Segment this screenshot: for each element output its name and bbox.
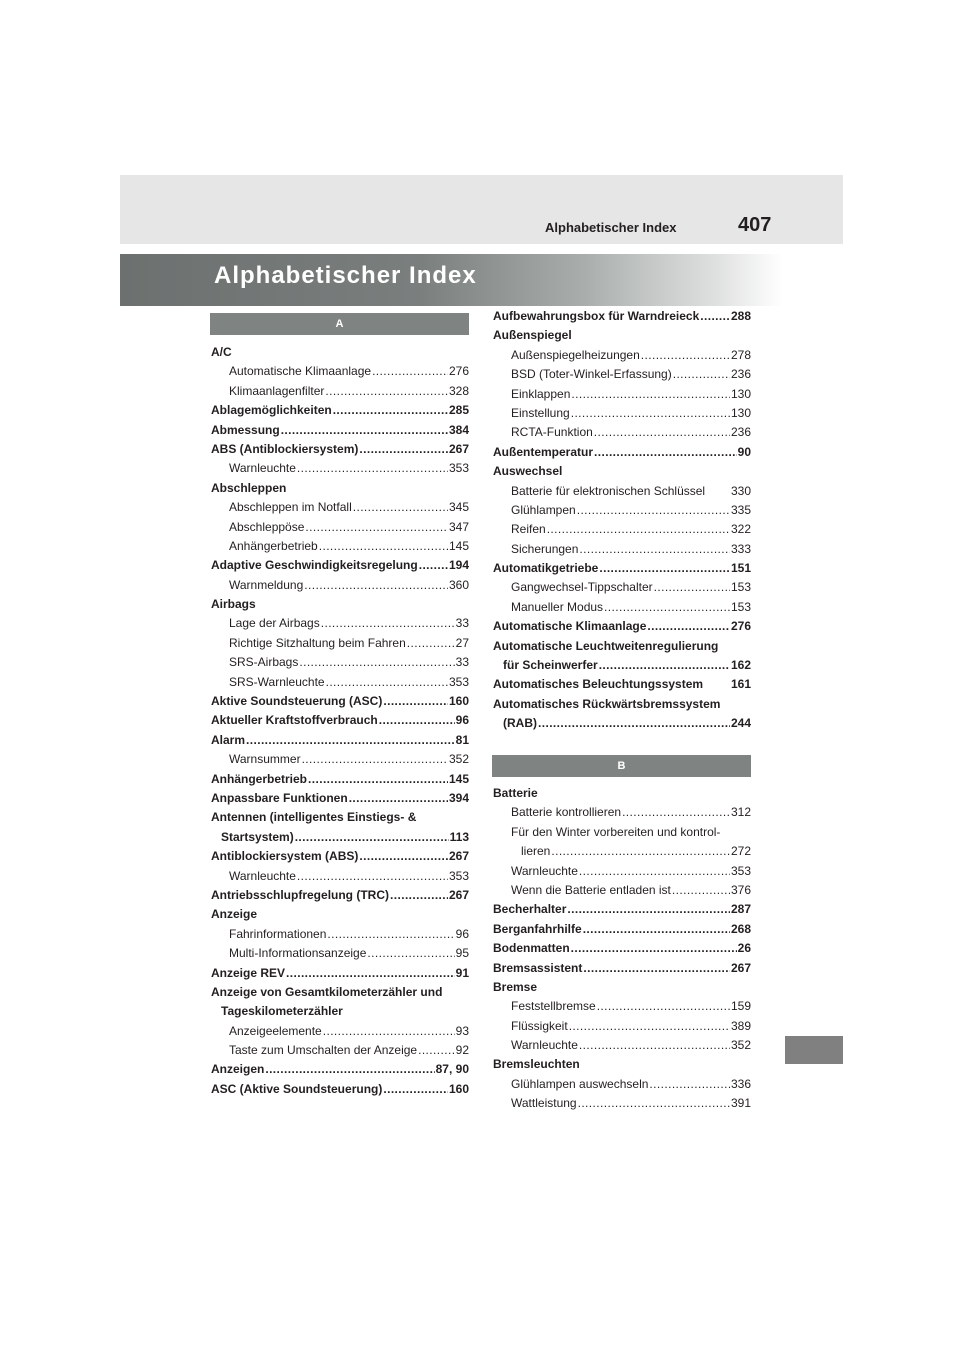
index-heading: Auswechsel bbox=[493, 464, 563, 479]
dot-leader bbox=[383, 1080, 448, 1099]
index-entry bbox=[493, 598, 751, 617]
entry-label: Glühlampen auswechseln bbox=[511, 1076, 649, 1091]
entry-label: Anhängerbetrieb bbox=[211, 771, 308, 786]
index-entry bbox=[493, 939, 751, 958]
entry-label: Bremsassistent bbox=[493, 960, 583, 975]
index-heading: Anzeige von Gesamtkilometerzähler und bbox=[211, 984, 443, 999]
entry-label: Antiblockiersystem (ABS) bbox=[211, 849, 359, 864]
dot-leader bbox=[325, 382, 448, 401]
entry-label: für Scheinwerfer bbox=[503, 658, 598, 673]
index-entry bbox=[493, 482, 751, 501]
entry-page: 335 bbox=[730, 502, 751, 517]
index-entry bbox=[211, 401, 469, 420]
entry-page: 91 bbox=[455, 965, 469, 980]
index-entry bbox=[493, 385, 751, 404]
dot-leader bbox=[583, 959, 730, 978]
entry-label: Adaptive Geschwindigkeitsregelung bbox=[211, 558, 418, 573]
index-entry bbox=[211, 692, 469, 711]
index-heading: Automatisches Rückwärtsbremssystem bbox=[493, 696, 721, 711]
entry-page: 33 bbox=[455, 655, 469, 670]
dot-leader bbox=[641, 346, 730, 365]
index-entry bbox=[211, 925, 469, 944]
entry-page: 353 bbox=[730, 863, 751, 878]
entry-page: 33 bbox=[455, 616, 469, 631]
index-entry bbox=[493, 656, 751, 675]
entry-page: 347 bbox=[448, 519, 469, 534]
entry-page: 267 bbox=[448, 441, 469, 456]
index-heading: Bremse bbox=[493, 979, 538, 994]
entry-label: Flüssigkeit bbox=[511, 1018, 568, 1033]
index-entry bbox=[493, 997, 751, 1016]
dot-leader bbox=[379, 711, 455, 730]
entry-label: Wattleistung bbox=[511, 1096, 577, 1111]
entry-label: Abschleppöse bbox=[229, 519, 305, 534]
entry-page: 333 bbox=[730, 541, 751, 556]
index-entry bbox=[493, 365, 751, 384]
dot-leader bbox=[571, 404, 730, 423]
index-entry bbox=[493, 803, 751, 822]
index-entry bbox=[211, 944, 469, 963]
dot-leader bbox=[299, 653, 454, 672]
index-entry bbox=[493, 578, 751, 597]
index-entry bbox=[211, 421, 469, 440]
dot-leader bbox=[326, 673, 448, 692]
index-entry bbox=[211, 614, 469, 633]
index-column-right-a bbox=[493, 307, 751, 734]
index-heading: Antennen (intelligentes Einstiegs- & bbox=[211, 810, 417, 825]
entry-page: 353 bbox=[448, 868, 469, 883]
entry-page: 130 bbox=[730, 405, 751, 420]
dot-leader bbox=[359, 847, 448, 866]
index-entry bbox=[211, 731, 469, 750]
entry-page: 244 bbox=[730, 716, 751, 731]
entry-page: 145 bbox=[448, 771, 469, 786]
dot-leader bbox=[577, 501, 730, 520]
index-entry bbox=[211, 750, 469, 769]
entry-label: Automatisches Beleuchtungssystem bbox=[493, 677, 704, 692]
entry-page: 162 bbox=[730, 658, 751, 673]
index-entry bbox=[493, 617, 751, 636]
entry-page: 153 bbox=[730, 599, 751, 614]
dot-leader bbox=[295, 828, 449, 847]
dot-leader bbox=[672, 881, 730, 900]
index-heading: Bremsleuchten bbox=[493, 1057, 580, 1072]
entry-page: 272 bbox=[730, 844, 751, 859]
index-entry bbox=[211, 847, 469, 866]
index-heading: Airbags bbox=[211, 597, 256, 612]
dot-leader bbox=[319, 537, 448, 556]
dot-leader bbox=[594, 443, 737, 462]
entry-label: Ablagemöglichkeiten bbox=[211, 403, 332, 418]
index-entry bbox=[211, 867, 469, 886]
page-title: Alphabetischer Index bbox=[214, 262, 477, 289]
index-heading: Für den Winter vorbereiten und kontrol- bbox=[511, 824, 721, 839]
entry-page: 96 bbox=[455, 926, 469, 941]
entry-page: 384 bbox=[448, 422, 469, 437]
dot-leader bbox=[578, 1094, 730, 1113]
entry-label: Warnleuchte bbox=[229, 868, 296, 883]
entry-label: Glühlampen bbox=[511, 502, 576, 517]
entry-page: 194 bbox=[448, 558, 469, 573]
index-entry bbox=[211, 770, 469, 789]
dot-leader bbox=[281, 421, 448, 440]
entry-label: Antriebsschlupfregelung (TRC) bbox=[211, 887, 390, 902]
dot-leader bbox=[583, 920, 730, 939]
entry-label: ABS (Antiblockiersystem) bbox=[211, 441, 359, 456]
entry-label: (RAB) bbox=[503, 716, 537, 731]
entry-label: Batterie für elektronischen Schlüssel bbox=[511, 483, 706, 498]
index-entry bbox=[211, 789, 469, 808]
entry-page: 394 bbox=[448, 790, 469, 805]
index-entry bbox=[493, 714, 751, 733]
entry-label: Aktueller Kraftstoffverbrauch bbox=[211, 713, 378, 728]
dot-leader bbox=[579, 1036, 730, 1055]
index-entry bbox=[493, 1094, 751, 1113]
dot-leader bbox=[286, 964, 455, 983]
index-entry bbox=[211, 1080, 469, 1099]
entry-page: 389 bbox=[730, 1018, 751, 1033]
entry-label: Reifen bbox=[511, 522, 546, 537]
entry-page: 159 bbox=[730, 999, 751, 1014]
dot-leader bbox=[654, 578, 730, 597]
entry-page: 322 bbox=[730, 522, 751, 537]
dot-leader bbox=[547, 520, 730, 539]
index-column-left bbox=[211, 343, 469, 1099]
index-entry bbox=[493, 404, 751, 423]
dot-leader bbox=[649, 1075, 730, 1094]
dot-leader bbox=[390, 886, 448, 905]
entry-label: Anzeigeelemente bbox=[229, 1023, 322, 1038]
entry-label: Warnmeldung bbox=[229, 577, 304, 592]
index-entry bbox=[211, 362, 469, 381]
entry-label: Feststellbremse bbox=[511, 999, 596, 1014]
entry-page: 376 bbox=[730, 882, 751, 897]
entry-label: Einklappen bbox=[511, 386, 571, 401]
index-entry bbox=[211, 886, 469, 905]
dot-leader bbox=[297, 867, 448, 886]
entry-page: 27 bbox=[455, 635, 469, 650]
index-heading: Batterie bbox=[493, 786, 538, 800]
entry-page: 268 bbox=[730, 921, 751, 936]
dot-leader bbox=[349, 789, 448, 808]
index-entry bbox=[211, 382, 469, 401]
entry-page: 95 bbox=[455, 946, 469, 961]
entry-page: 267 bbox=[730, 960, 751, 975]
entry-page: 236 bbox=[730, 425, 751, 440]
entry-label: lieren bbox=[521, 844, 551, 859]
dot-leader bbox=[599, 656, 730, 675]
index-entry bbox=[493, 881, 751, 900]
entry-page: 278 bbox=[730, 347, 751, 362]
entry-label: Berganfahrhilfe bbox=[493, 921, 582, 936]
dot-leader bbox=[327, 925, 454, 944]
index-entry bbox=[493, 920, 751, 939]
dot-leader bbox=[567, 900, 730, 919]
entry-page: 130 bbox=[730, 386, 751, 401]
entry-label: Startsystem) bbox=[221, 829, 294, 844]
index-entry bbox=[493, 1075, 751, 1094]
index-entry bbox=[211, 537, 469, 556]
entry-page: 113 bbox=[449, 829, 469, 844]
dot-leader bbox=[597, 997, 730, 1016]
entry-label: Anhängerbetrieb bbox=[229, 538, 318, 553]
entry-label: Warnsummer bbox=[229, 752, 301, 767]
entry-page: 267 bbox=[448, 887, 469, 902]
entry-label: Alarm bbox=[211, 732, 246, 747]
entry-label: Einstellung bbox=[511, 405, 570, 420]
entry-label: BSD (Toter-Winkel-Erfassung) bbox=[511, 367, 672, 382]
index-entry bbox=[493, 842, 751, 861]
entry-label: SRS-Warnleuchte bbox=[229, 674, 325, 689]
entry-label: RCTA-Funktion bbox=[511, 425, 593, 440]
dot-leader bbox=[305, 518, 448, 537]
entry-page: 391 bbox=[730, 1096, 751, 1111]
entry-page: 161 bbox=[730, 677, 751, 692]
index-entry bbox=[493, 675, 751, 694]
page-number: 407 bbox=[738, 214, 772, 236]
index-entry bbox=[211, 653, 469, 672]
index-entry bbox=[211, 556, 469, 575]
index-entry bbox=[211, 673, 469, 692]
index-entry bbox=[493, 307, 751, 326]
entry-label: SRS-Airbags bbox=[229, 655, 299, 670]
entry-page: 352 bbox=[730, 1038, 751, 1053]
entry-page: 312 bbox=[730, 805, 751, 820]
dot-leader bbox=[418, 1041, 455, 1060]
dot-leader bbox=[321, 614, 455, 633]
entry-label: Anzeige REV bbox=[211, 965, 286, 980]
entry-label: Klimaanlagenfilter bbox=[229, 383, 325, 398]
entry-page: 92 bbox=[455, 1043, 469, 1058]
entry-label: Warnleuchte bbox=[511, 1038, 578, 1053]
entry-page: 336 bbox=[730, 1076, 751, 1091]
dot-leader bbox=[700, 307, 730, 326]
dot-leader bbox=[673, 365, 730, 384]
index-entry bbox=[493, 443, 751, 462]
entry-page: 93 bbox=[455, 1023, 469, 1038]
index-entry bbox=[211, 498, 469, 517]
entry-page: 236 bbox=[730, 367, 751, 382]
index-entry bbox=[493, 540, 751, 559]
entry-page: 285 bbox=[448, 403, 469, 418]
entry-label: Abmessung bbox=[211, 422, 280, 437]
entry-page: 276 bbox=[730, 619, 751, 634]
index-entry bbox=[211, 1060, 469, 1079]
entry-page: 288 bbox=[730, 309, 751, 323]
entry-label: Bodenmatten bbox=[493, 941, 570, 956]
section-header-b: B bbox=[492, 755, 751, 777]
dot-leader bbox=[579, 862, 730, 881]
index-entry bbox=[211, 518, 469, 537]
entry-label: Warnleuchte bbox=[511, 863, 578, 878]
entry-label: Außenspiegelheizungen bbox=[511, 347, 640, 362]
index-entry bbox=[211, 828, 469, 847]
index-heading: Abschleppen bbox=[211, 480, 287, 495]
index-entry bbox=[493, 346, 751, 365]
entry-label: Richtige Sitzhaltung beim Fahren bbox=[229, 635, 406, 650]
entry-page: 26 bbox=[737, 941, 751, 956]
entry-page: 267 bbox=[448, 849, 469, 864]
entry-label: Aufbewahrungsbox für Warndreieck bbox=[493, 309, 700, 323]
index-heading: Anzeige bbox=[211, 907, 258, 922]
dot-leader bbox=[304, 576, 448, 595]
entry-page: 276 bbox=[448, 364, 469, 379]
index-entry bbox=[211, 440, 469, 459]
entry-label: Becherhalter bbox=[493, 902, 567, 917]
dot-leader bbox=[333, 401, 448, 420]
dot-leader bbox=[265, 1060, 434, 1079]
dot-leader bbox=[571, 385, 730, 404]
entry-label: Multi-Informationsanzeige bbox=[229, 946, 367, 961]
index-entry bbox=[493, 520, 751, 539]
index-entry bbox=[493, 862, 751, 881]
entry-label: Wenn die Batterie entladen ist bbox=[511, 882, 671, 897]
entry-page: 345 bbox=[448, 500, 469, 515]
entry-label: Außentemperatur bbox=[493, 444, 594, 459]
index-entry bbox=[493, 501, 751, 520]
index-entry bbox=[211, 459, 469, 478]
dot-leader bbox=[367, 944, 454, 963]
dot-leader bbox=[323, 1022, 455, 1041]
entry-label: Anpassbare Funktionen bbox=[211, 790, 348, 805]
entry-page: 328 bbox=[448, 383, 469, 398]
dot-leader bbox=[407, 634, 455, 653]
index-entry bbox=[493, 959, 751, 978]
entry-page: 287 bbox=[730, 902, 751, 917]
entry-page: 96 bbox=[455, 713, 469, 728]
entry-page: 90 bbox=[737, 444, 751, 459]
entry-label: Lage der Airbags bbox=[229, 616, 320, 631]
index-heading: Automatische Leuchtweitenregulierung bbox=[493, 638, 719, 653]
index-entry bbox=[493, 559, 751, 578]
dot-leader bbox=[308, 770, 448, 789]
header-section-label: Alphabetischer Index bbox=[545, 220, 677, 235]
entry-label: ASC (Aktive Soundsteuerung) bbox=[211, 1081, 383, 1096]
header-band bbox=[120, 175, 843, 244]
entry-label: Automatikgetriebe bbox=[493, 561, 599, 576]
entry-label: Manueller Modus bbox=[511, 599, 604, 614]
entry-label: Fahrinformationen bbox=[229, 926, 327, 941]
entry-page: 353 bbox=[448, 461, 469, 476]
index-entry bbox=[211, 634, 469, 653]
dot-leader bbox=[297, 459, 448, 478]
entry-label: Anzeigen bbox=[211, 1062, 265, 1077]
index-heading: A/C bbox=[211, 345, 232, 359]
dot-leader bbox=[604, 598, 730, 617]
dot-leader bbox=[647, 617, 730, 636]
dot-leader bbox=[551, 842, 730, 861]
entry-label: Automatische Klimaanlage bbox=[493, 619, 647, 634]
dot-leader bbox=[622, 803, 730, 822]
index-entry bbox=[493, 1017, 751, 1036]
dot-leader bbox=[571, 939, 737, 958]
dot-leader bbox=[419, 556, 448, 575]
entry-page: 353 bbox=[448, 674, 469, 689]
index-entry bbox=[211, 1041, 469, 1060]
index-entry bbox=[211, 576, 469, 595]
entry-page: 160 bbox=[448, 694, 469, 709]
entry-page: 360 bbox=[448, 577, 469, 592]
entry-page: 81 bbox=[455, 732, 469, 747]
dot-leader bbox=[538, 714, 730, 733]
entry-label: Warnleuchte bbox=[229, 461, 296, 476]
entry-label: Taste zum Umschalten der Anzeige bbox=[229, 1043, 418, 1058]
dot-leader bbox=[579, 540, 730, 559]
entry-page: 87, 90 bbox=[435, 1062, 469, 1077]
dot-leader bbox=[246, 731, 455, 750]
entry-page: 151 bbox=[730, 561, 751, 576]
entry-page: 153 bbox=[730, 580, 751, 595]
dot-leader bbox=[594, 423, 730, 442]
entry-label: Gangwechsel-Tippschalter bbox=[511, 580, 653, 595]
index-heading: Außenspiegel bbox=[493, 328, 572, 343]
index-entry bbox=[493, 1036, 751, 1055]
index-entry bbox=[211, 1022, 469, 1041]
entry-page: 352 bbox=[448, 752, 469, 767]
index-entry bbox=[211, 964, 469, 983]
dot-leader bbox=[569, 1017, 730, 1036]
dot-leader bbox=[359, 440, 448, 459]
section-header-a: A bbox=[210, 313, 469, 335]
index-column-right-b bbox=[493, 784, 751, 1114]
entry-label: Aktive Soundsteuerung (ASC) bbox=[211, 694, 383, 709]
entry-label: Sicherungen bbox=[511, 541, 579, 556]
index-entry bbox=[493, 423, 751, 442]
dot-leader bbox=[599, 559, 730, 578]
dot-leader bbox=[383, 692, 448, 711]
entry-page: 330 bbox=[730, 483, 751, 498]
section-thumb-tab bbox=[785, 1036, 843, 1064]
entry-page: 145 bbox=[448, 538, 469, 553]
dot-leader bbox=[353, 498, 448, 517]
entry-label: Automatische Klimaanlage bbox=[229, 364, 372, 379]
entry-label: Abschleppen im Notfall bbox=[229, 500, 352, 515]
dot-leader bbox=[302, 750, 448, 769]
index-entry bbox=[211, 711, 469, 730]
entry-page: 160 bbox=[448, 1081, 469, 1096]
index-heading: Tageskilometerzähler bbox=[221, 1004, 343, 1019]
index-entry bbox=[493, 900, 751, 919]
entry-label: Batterie kontrollieren bbox=[511, 805, 622, 820]
dot-leader bbox=[372, 362, 448, 381]
